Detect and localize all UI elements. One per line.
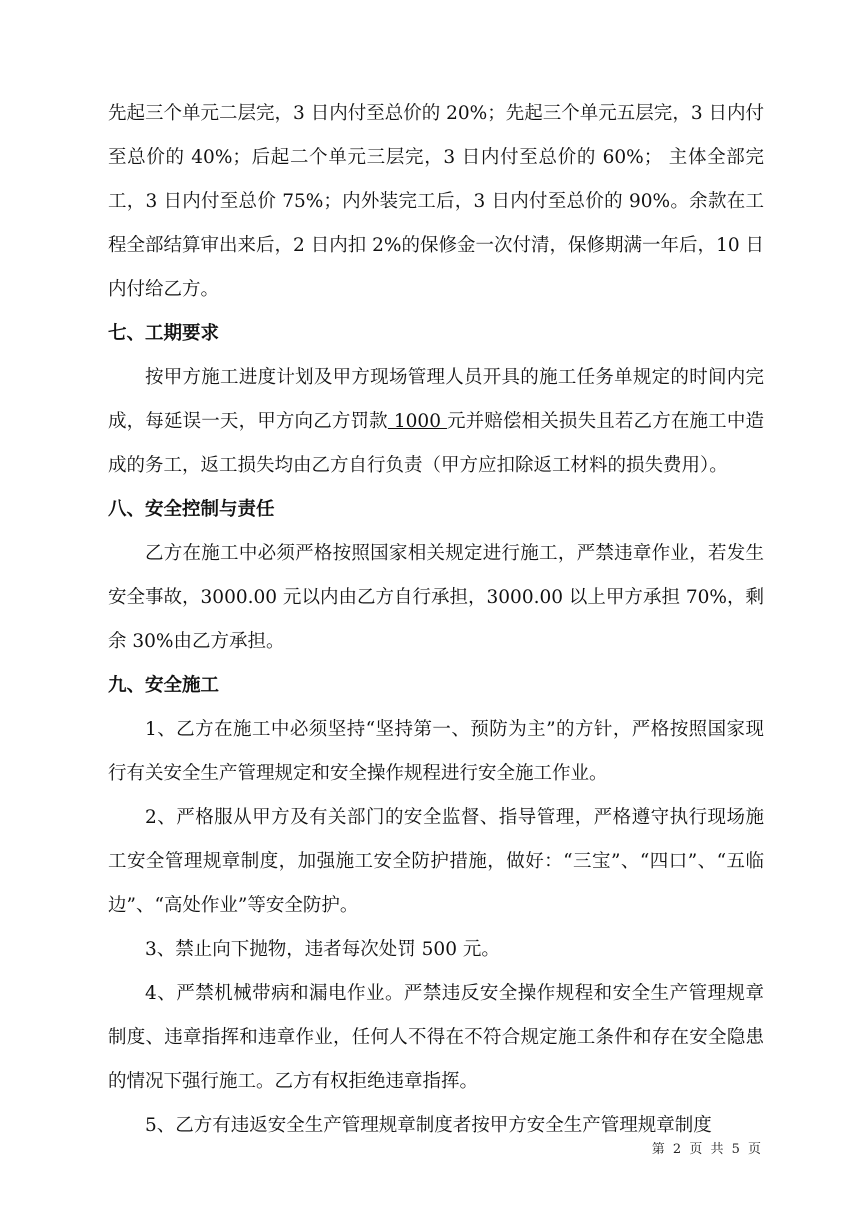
schedule-text-b: 元并赔偿相关损失且若乙方在施工中造成的务工，返工损失均由乙方自行负责（甲方应扣除返工材料的损失费用）。 — [108, 411, 764, 476]
schedule-text-a: 按甲方施工进度计划及甲方现场管理人员开具的施工任务单规定的时间内完成，每延误一天，甲方向乙方罚款 — [108, 367, 764, 432]
document-body — [108, 92, 764, 1148]
safety-control-paragraph: 乙方在施工中必须严格按照国家相关规定进行施工，严禁违章作业，若发生安全事故，3000.00 元以内由乙方自行承担，3000.00 以上甲方承担 70%，剩余 30%由乙方承担。 — [108, 543, 764, 652]
safety-item-1: 1、乙方在施工中必须坚持“坚持第一、预防为主”的方针，严格按照国家现行有关安全生产管理规定和安全操作规程进行安全施工作业。 — [108, 719, 764, 784]
payment-terms-paragraph: 先起三个单元二层完，3 日内付至总价的 20%；先起三个单元五层完，3 日内付至总价的 40%；后起二个单元三层完，3 日内付至总价的 60%； 主体全部完工，3 日内付至总价 75%；内外装完工后，3 日内付至总价的 90%。余款在工程全部结算审出来后，2 日内扣 2%的保修金一次付清，保修期满一年后，10 日内付给乙方。 — [108, 103, 764, 300]
page-number-footer — [652, 1138, 763, 1157]
schedule-requirement-paragraph — [108, 356, 764, 488]
safety-item-3: 3、禁止向下抛物，违者每次处罚 500 元。 — [145, 939, 500, 960]
section-7-heading: 七、工期要求 — [108, 323, 220, 344]
safety-item-4: 4、严禁机械带病和漏电作业。严禁违反安全操作规程和安全生产管理规章制度、违章指挥和违章作业，任何人不得在不符合规定施工条件和存在安全隐患的情况下强行施工。乙方有权拒绝违章指挥。 — [108, 983, 764, 1092]
section-9-heading: 九、安全施工 — [108, 675, 220, 696]
page-number-label: 第 2 页 共 5 页 — [651, 1142, 763, 1157]
safety-item-5: 5、乙方有违返安全生产管理规章制度者按甲方安全生产管理规章制度 — [145, 1115, 712, 1136]
penalty-amount: 1000 — [387, 411, 447, 432]
section-8-heading: 八、安全控制与责任 — [108, 499, 275, 520]
safety-item-2: 2、严格服从甲方及有关部门的安全监督、指导管理，严格遵守执行现场施工安全管理规章制度，加强施工安全防护措施，做好：“三宝”、“四口”、“五临边”、“高处作业”等安全防护。 — [108, 807, 764, 916]
